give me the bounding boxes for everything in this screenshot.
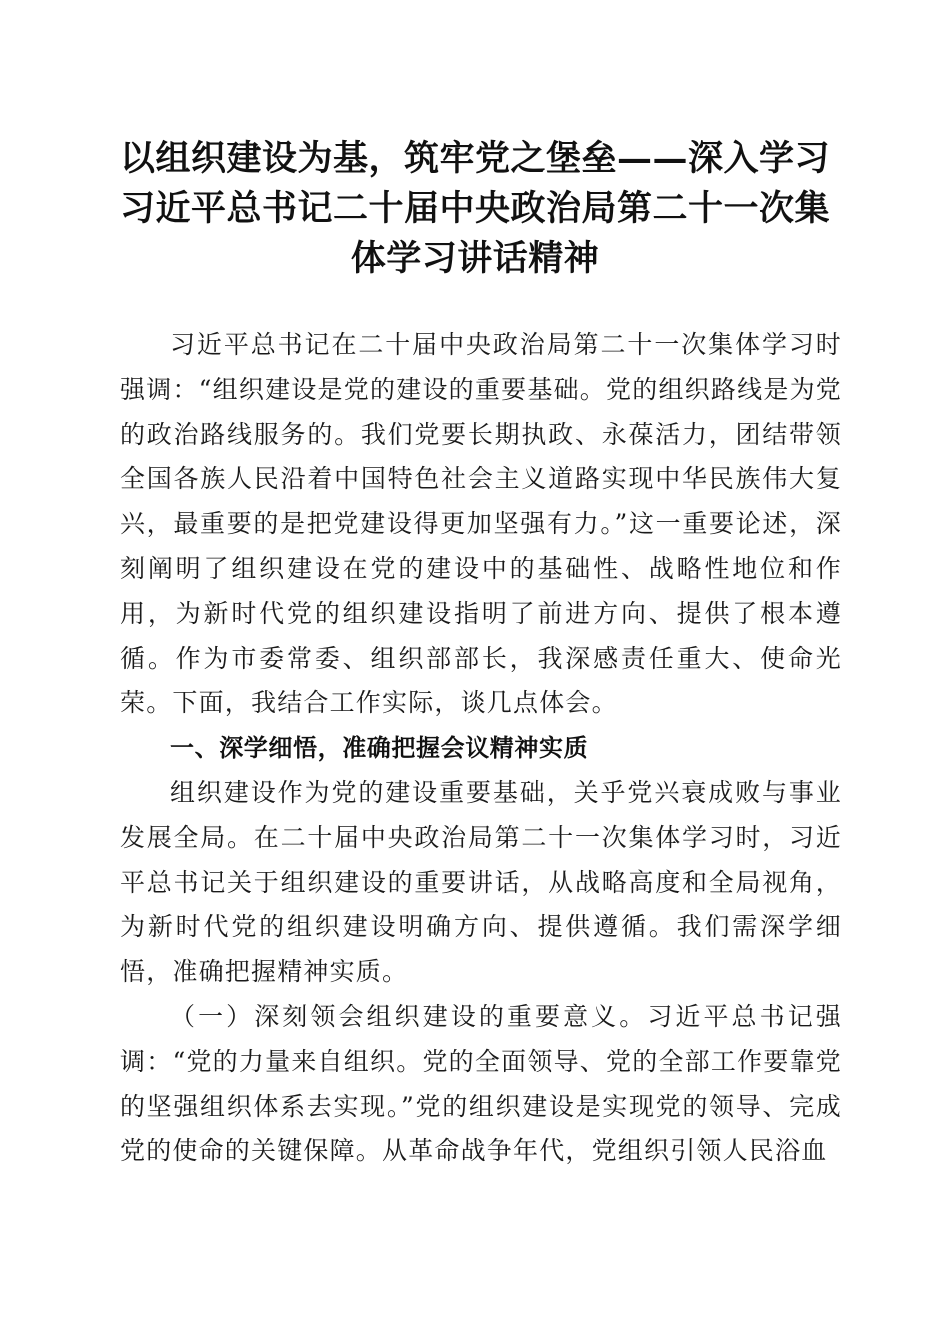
intro-paragraph: 习近平总书记在二十届中央政治局第二十一次集体学习时强调：“组织建设是党的建设的重要基础。党的组织路线是为党的政治路线服务的。我们党要长期执政、永葆活力，团结带领全国各族人民沿着中国特色社会主义道路实现中华民族伟大复兴，最重要的是把党建设得更加坚强有力。”这一重要论述，深刻阐明了组织建设在党的建设中的基础性、战略性地位和作用，为新时代党的组织建设指明了前进方向、提供了根本遵循。作为市委常委、组织部部长，我深感责任重大、使命光荣。下面，我结合工作实际，谈几点体会。 xyxy=(120,330,842,718)
document-title xyxy=(108,134,842,284)
section-heading-1: 一、深学细悟，准确把握会议精神实质 xyxy=(170,734,589,763)
title-line-2: 习近平总书记二十届中央政治局第二十一次集 xyxy=(119,188,830,229)
subsection-1-paragraph: （一）深刻领会组织建设的重要意义。习近平总书记强调：“党的力量来自组织。党的全面领导、党的全部工作要靠党的坚强组织体系去实现。”党的组织建设是实现党的领导、完成党的使命的关键保障。从革命战争年代，党组织引领人民浴血 xyxy=(120,1001,842,1166)
title-line-1: 以组织建设为基，筑牢党之堡垒——深入学习 xyxy=(119,138,830,179)
section-1-paragraph: 组织建设作为党的建设重要基础，关乎党兴衰成败与事业发展全局。在二十届中央政治局第二十一次集体学习时，习近平总书记关于组织建设的重要讲话，从战略高度和全局视角，为新时代党的组织建设明确方向、提供遵循。我们需深学细悟，准确把握精神实质。 xyxy=(120,777,842,987)
document-body xyxy=(120,323,842,1174)
title-line-3: 体学习讲话精神 xyxy=(350,238,600,279)
